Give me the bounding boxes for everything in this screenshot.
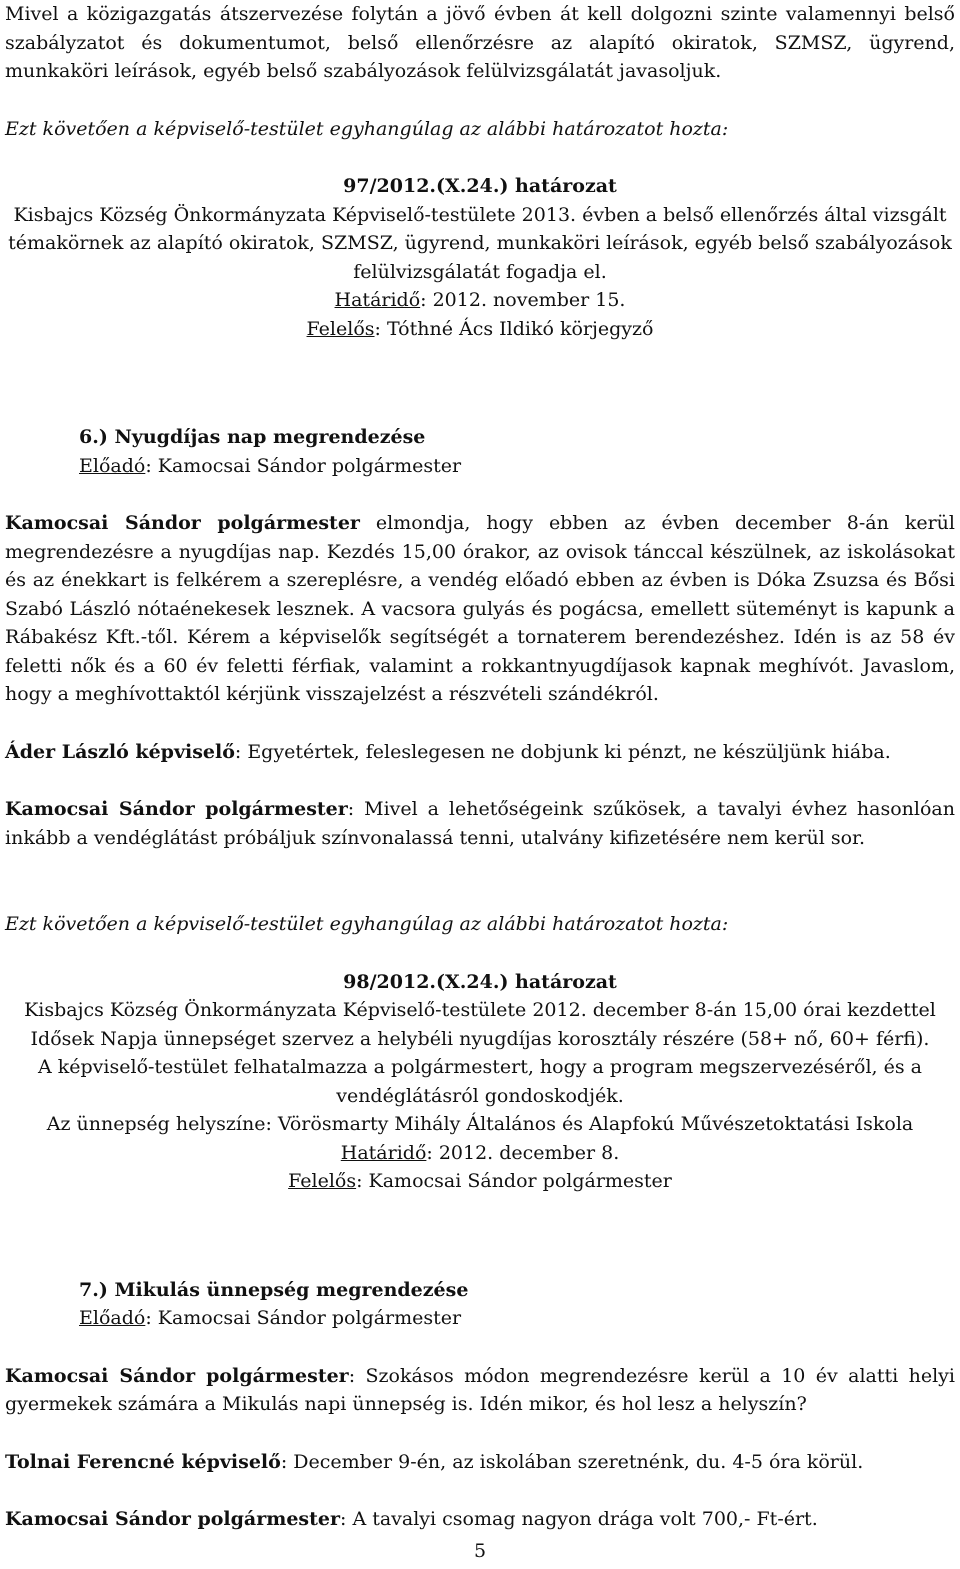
intro-paragraph: Mivel a közigazgatás átszervezése folytán a jövő évben át kell dolgozni szinte valamennyi belső szabályzatot és dokumentumot, belső ellenőrzésre az alapító okiratok, SZMSZ, ügyrend, munkaköri leírások, egyéb belső szabályozások felülvizsgálatát javasoljuk.	[5, 3, 955, 82]
resolution-97-body: Kisbajcs Község Önkormányzata Képviselő-testülete 2013. évben a belső ellenőrzés által vizsgált témakörnek az alapító okiratok, SZMSZ, ügyrend, munkaköri leírások, egyéb belső szabályozások felülvizsgálatát fogadja el.	[8, 203, 952, 283]
presenter-label: Előadó	[79, 454, 146, 477]
document-page	[5, 0, 955, 1534]
responsible-label: Felelős	[288, 1170, 357, 1192]
page-number: 5	[473, 1540, 487, 1562]
resolution-98-line-1: Kisbajcs Község Önkormányzata Képviselő-testülete 2012. december 8-án 15,00 órai kezdettel	[24, 999, 936, 1021]
speaker-name: Áder László képviselő	[5, 740, 235, 763]
resolution-98-number: 98/2012.(X.24.) határozat	[343, 970, 617, 993]
resolution-97-number: 97/2012.(X.24.) határozat	[343, 175, 617, 197]
deadline-value: : 2012. december 8.	[426, 1141, 620, 1164]
resolution-97	[5, 172, 955, 343]
responsible-label: Felelős	[306, 317, 375, 340]
speaker-name: Kamocsai Sándor polgármester	[5, 798, 348, 820]
speech-tolnai	[5, 1448, 955, 1477]
venue-value: : Vörösmarty Mihály Általános és Alapfokú Művészetoktatási Iskola	[265, 1113, 914, 1135]
resolution-97-responsible	[5, 315, 955, 344]
venue-label: Az ünnepség helyszíne	[46, 1113, 266, 1135]
section-7-title: 7.) Mikulás ünnepség megrendezése	[79, 1278, 469, 1301]
speech-text: : A tavalyi csomag nagyon drága volt 700,- Ft-ért.	[340, 1508, 818, 1530]
vote-intro-2: Ezt követően a képviselő-testület egyhangúlag az alábbi határozatot hozta:	[5, 913, 729, 935]
resolution-98-responsible	[5, 1167, 955, 1196]
responsible-value: : Tóthné Ács Ildikó körjegyző	[374, 317, 654, 340]
resolution-98	[5, 968, 955, 1196]
speech-text: : December 9-én, az iskolában szeretnénk, du. 4-5 óra körül.	[280, 1450, 864, 1473]
speech-text: : Mivel a lehetőségeink szűkösek, a tavalyi évhez hasonlóan inkább a vendéglátást próbáljuk színvonalassá tenni, utalvány kifizetésére nem kerül sor.	[5, 798, 955, 849]
section-7-header	[5, 1276, 955, 1333]
speech-text: : Szokásos módon megrendezésre kerül a 10 év alatti helyi gyermekek számára a Mikulás napi ünnepség is. Idén mikor, és hol lesz a helyszín?	[5, 1364, 955, 1415]
speech-mayor-2	[5, 795, 955, 852]
resolution-98-venue	[5, 1110, 955, 1139]
resolution-98-deadline	[5, 1139, 955, 1168]
presenter-value: : Kamocsai Sándor polgármester	[145, 454, 462, 477]
resolution-98-line-3: A képviselő-testület felhatalmazza a polgármestert, hogy a program megszervezéséről, és a vendéglátásról gondoskodjék.	[38, 1056, 922, 1107]
speaker-name: Tolnai Ferencné képviselő	[5, 1450, 281, 1473]
deadline-label: Határidő	[340, 1141, 427, 1164]
speaker-name: Kamocsai Sándor polgármester	[5, 512, 360, 534]
section-7-presenter	[79, 1304, 955, 1333]
section-6-presenter	[79, 452, 955, 481]
presenter-label: Előadó	[79, 1307, 146, 1329]
responsible-value: : Kamocsai Sándor polgármester	[356, 1170, 672, 1192]
resolution-97-deadline	[5, 286, 955, 315]
vote-intro-1: Ezt követően a képviselő-testület egyhangúlag az alábbi határozatot hozta:	[5, 117, 729, 140]
speech-mayor-3	[5, 1362, 955, 1419]
section-6-header	[5, 423, 955, 480]
speech-text: : Egyetértek, feleslegesen ne dobjunk ki pénzt, ne készüljünk hiába.	[234, 740, 891, 763]
speech-mayor-4	[5, 1505, 955, 1534]
speaker-name: Kamocsai Sándor polgármester	[5, 1508, 340, 1530]
speech-text: elmondja, hogy ebben az évben december 8-án kerül megrendezésre a nyugdíjas nap. Kezdés 15,00 órakor, az ovisok tánccal készülnek, az iskolásokat és az énekkart is felkérem a szereplésre, a vendég előadó ebben az évben is Dóka Zsuzsa és Bősi Szabó László nótaénekesek lesznek. A vacsora gulyás és pogácsa, emellett süteményt is kapunk a Rábakész Kft.-től. Kérem a képviselők segítségét a tornaterem berendezéshez. Idén is az 58 év feletti nők és a 60 év feletti férfiak, valamint a rokkantnyugdíjasok kapnak meghívót. Javaslom, hogy a meghívottaktól kérjünk visszajelzést a részvételi szándékról.	[5, 512, 955, 705]
deadline-value: : 2012. november 15.	[420, 289, 626, 311]
deadline-label: Határidő	[334, 289, 421, 311]
speech-ader	[5, 738, 955, 767]
section-6-title: 6.) Nyugdíjas nap megrendezése	[79, 426, 426, 448]
presenter-value: : Kamocsai Sándor polgármester	[145, 1307, 462, 1329]
speaker-name: Kamocsai Sándor polgármester	[5, 1364, 349, 1387]
resolution-98-line-2: Idősek Napja ünnepséget szervez a helybéli nyugdíjas korosztály részére (58+ nő, 60+ férfi).	[30, 1027, 930, 1050]
speech-mayor-1	[5, 509, 955, 709]
